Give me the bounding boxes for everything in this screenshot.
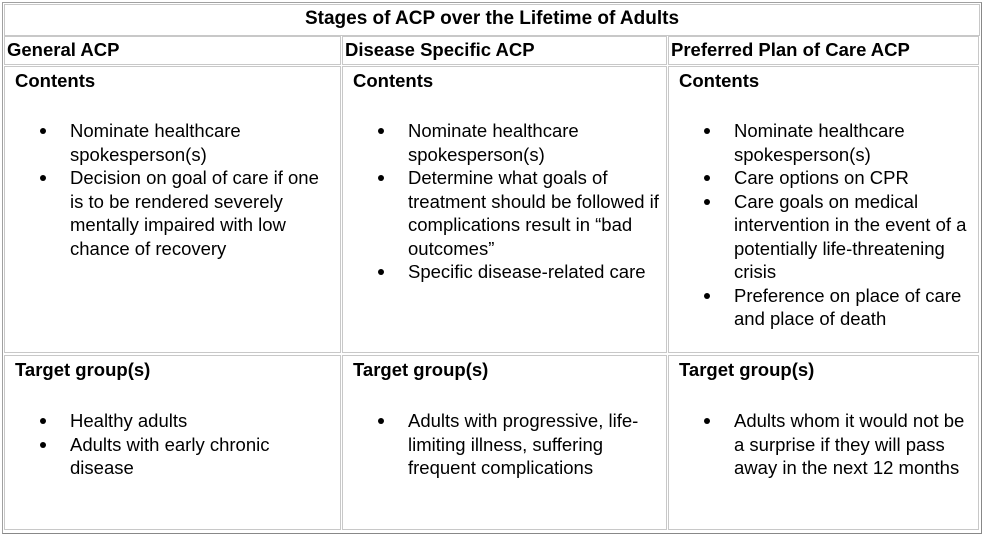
- list-item: Adults with progressive, life-limiting illness, suffering frequent complications: [343, 409, 665, 480]
- target-group-label: Target group(s): [679, 359, 815, 380]
- list-item: Care goals on medical intervention in the event of a potentially life-threatening crisis: [669, 190, 969, 284]
- preferred-plan-contents-cell: [668, 66, 979, 353]
- column-header: Preferred Plan of Care ACP: [671, 39, 910, 60]
- contents-label: Contents: [679, 70, 760, 91]
- list-item: Determine what goals of treatment should be followed if complications result in “bad outcomes”: [343, 166, 663, 260]
- general-target-cell: [4, 355, 341, 530]
- column-header: General ACP: [7, 39, 120, 60]
- target-group-label: Target group(s): [15, 359, 151, 380]
- list-item: Nominate healthcare spokesperson(s): [669, 119, 969, 166]
- contents-label: Contents: [353, 70, 434, 91]
- target-group-label: Target group(s): [353, 359, 489, 380]
- contents-list: [669, 119, 969, 331]
- table-title: Stages of ACP over the Lifetime of Adults: [304, 8, 680, 29]
- disease-specific-target-cell: [342, 355, 667, 530]
- column-header: Disease Specific ACP: [345, 39, 535, 60]
- list-item: Healthy adults: [5, 409, 325, 433]
- list-item: Adults whom it would not be a surprise if they will pass away in the next 12 months: [669, 409, 969, 480]
- list-item: Specific disease-related care: [343, 260, 663, 284]
- target-group-list: [669, 409, 969, 480]
- header-general-acp: [4, 36, 341, 65]
- contents-list: [343, 119, 663, 284]
- list-item: Nominate healthcare spokesperson(s): [5, 119, 335, 166]
- list-item: Nominate healthcare spokesperson(s): [343, 119, 663, 166]
- list-item: Adults with early chronic disease: [5, 433, 325, 480]
- table-title-cell: [4, 4, 980, 36]
- preferred-plan-target-cell: [668, 355, 979, 530]
- list-item: Preference on place of care and place of death: [669, 284, 969, 331]
- target-group-list: [343, 409, 665, 480]
- list-item: Care options on CPR: [669, 166, 969, 190]
- list-item: Decision on goal of care if one is to be rendered severely mentally impaired with low chance of recovery: [5, 166, 335, 260]
- contents-label: Contents: [15, 70, 96, 91]
- header-preferred-plan-acp: [668, 36, 979, 65]
- contents-list: [5, 119, 335, 260]
- disease-specific-contents-cell: [342, 66, 667, 353]
- target-group-list: [5, 409, 325, 480]
- general-contents-cell: [4, 66, 341, 353]
- header-disease-specific-acp: [342, 36, 667, 65]
